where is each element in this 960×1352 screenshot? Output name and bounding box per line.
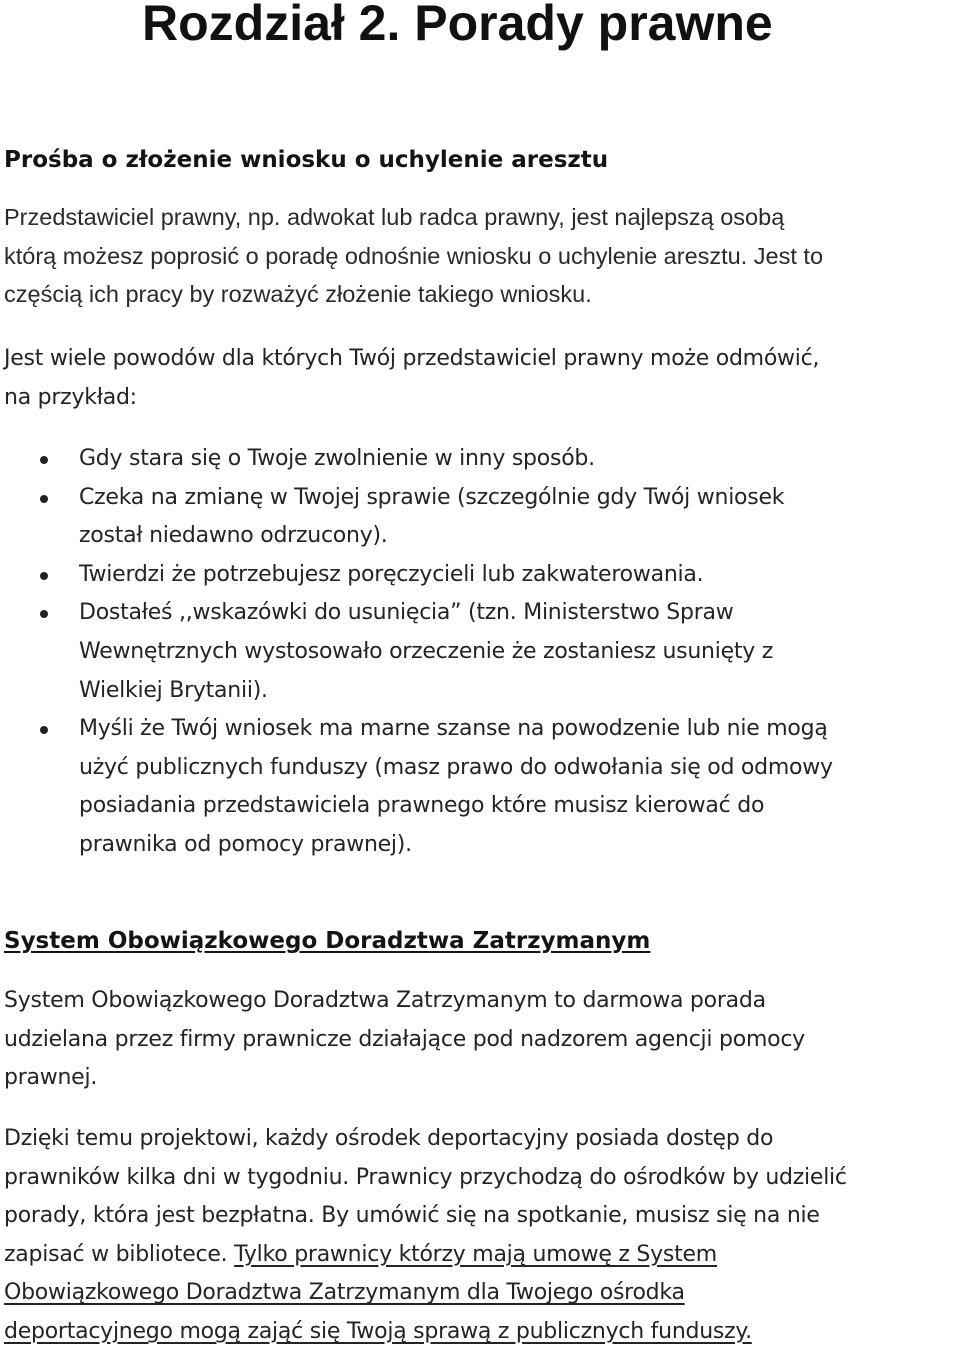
- list-item-text: Wewnętrznych wystosowało orzeczenie że zostaniesz usunięty z: [79, 638, 774, 664]
- bullet-icon: [40, 610, 48, 618]
- underlined-note: Tylko prawnicy którzy mają umowę z System: [234, 1241, 717, 1267]
- list-item: [0, 479, 833, 556]
- paragraph-scheme-description: [4, 982, 805, 1098]
- list-item-text: Gdy stara się o Twoje zwolnienie w inny sposób.: [79, 446, 595, 471]
- list-item-text: posiadania przedstawiciela prawnego które musisz kierować do: [79, 793, 765, 819]
- bullet-icon: [40, 572, 48, 580]
- bullet-icon: [40, 456, 48, 464]
- paragraph-line: Przedstawiciel prawny, np. adwokat lub radca prawny, jest najlepszą osobą: [4, 204, 785, 230]
- list-item-text: Twierdzi że potrzebujesz poręczycieli lub zakwaterowania.: [79, 561, 704, 587]
- section-heading-bail-application: Prośba o złożenie wniosku o uchylenie aresztu: [4, 147, 609, 173]
- paragraph-line: Jest wiele powodów dla których Twój przedstawiciel prawny może odmówić,: [4, 346, 820, 371]
- list-item-text: Myśli że Twój wniosek ma marne szanse na powodzenie lub nie mogą: [79, 716, 828, 742]
- underlined-note-line: Obowiązkowego Doradztwa Zatrzymanym dla Twojego ośrodka: [4, 1280, 685, 1306]
- section-heading-duty-scheme: System Obowiązkowego Doradztwa Zatrzymanym: [4, 928, 651, 954]
- underlined-note-line: deportacyjnego mogą zająć się Twoją sprawą z publicznych funduszy.: [4, 1318, 752, 1344]
- paragraph-line: częścią ich pracy by rozważyć złożenie takiego wniosku.: [4, 281, 592, 308]
- list-item-text: Czeka na zmianę w Twojej sprawie (szczególnie gdy Twój wniosek: [79, 484, 785, 510]
- paragraph-line: prawników kilka dni w tygodniu. Prawnicy przychodzą do ośrodków by udzielić: [4, 1164, 847, 1190]
- paragraph-scheme-access: [4, 1120, 847, 1352]
- list-item: [0, 440, 833, 479]
- paragraph-reasons-intro: [4, 340, 819, 417]
- paragraph-line: System Obowiązkowego Doradztwa Zatrzymanym to darmowa porada: [4, 988, 766, 1013]
- chapter-title: Rozdział 2. Porady prawne: [142, 0, 773, 51]
- bullet-icon: [40, 495, 48, 503]
- paragraph-legal-representative: [4, 198, 823, 314]
- paragraph-line: udzielana przez firmy prawnicze działające pod nadzorem agencji pomocy: [4, 1026, 805, 1052]
- list-item: [0, 556, 833, 595]
- list-item-text: Dostałeś ,,wskazówki do usunięcia” (tzn. Ministerstwo Spraw: [79, 600, 734, 626]
- paragraph-line: prawnej.: [4, 1065, 98, 1091]
- paragraph-line: którą możesz poprosić o poradę odnośnie wniosku o uchylenie aresztu. Jest to: [4, 242, 824, 269]
- paragraph-line: Dzięki temu projektowi, każdy ośrodek deportacyjny posiada dostęp do: [4, 1126, 774, 1151]
- list-item-text: został niedawno odrzucony).: [79, 523, 388, 549]
- reasons-list: [0, 440, 833, 865]
- list-item-text: użyć publicznych funduszy (masz prawo do odwołania się od odmowy: [79, 754, 833, 780]
- list-item-text: prawnika od pomocy prawnej).: [79, 831, 412, 857]
- paragraph-text: zapisać w bibliotece.: [4, 1241, 235, 1267]
- list-item: [0, 594, 833, 710]
- paragraph-line: na przykład:: [4, 384, 137, 410]
- paragraph-line: [4, 1236, 847, 1275]
- list-item-text: Wielkiej Brytanii).: [79, 677, 268, 703]
- bullet-icon: [40, 726, 48, 734]
- list-item: [0, 710, 833, 864]
- paragraph-line: porady, która jest bezpłatna. By umówić się na spotkanie, musisz się na nie: [4, 1203, 820, 1229]
